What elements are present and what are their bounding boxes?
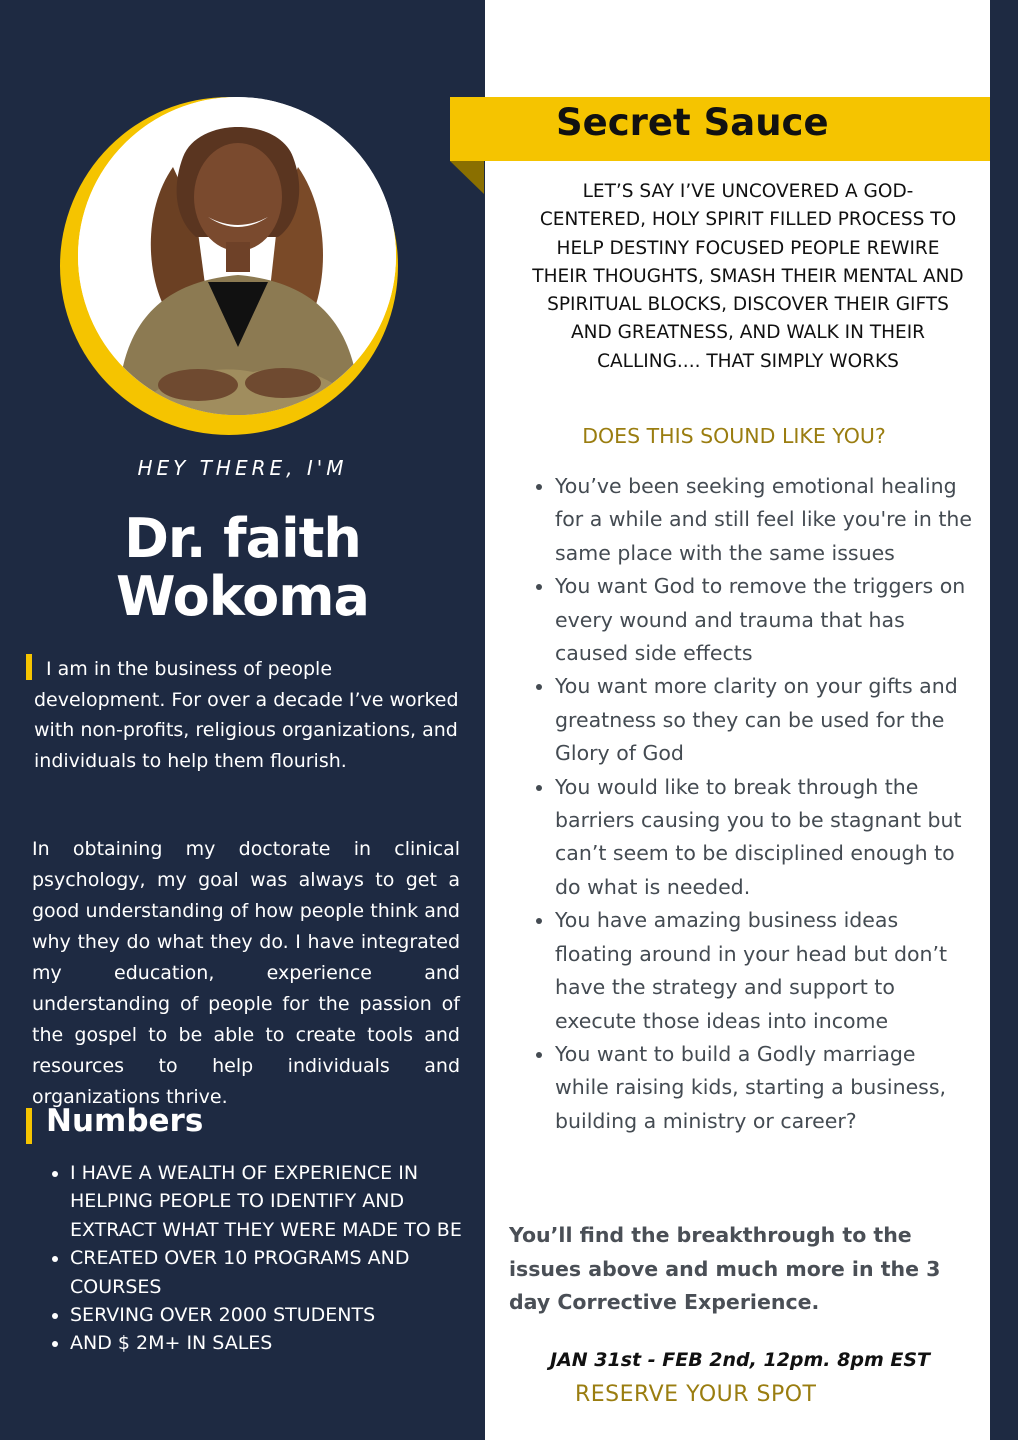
cta-text: You’ll find the breakthrough to the issues above and much more in the 3 day Corrective Experience. (509, 1223, 941, 1314)
numbers-item: • SERVING OVER 2000 STUDENTS (70, 1301, 490, 1329)
pain-point-item: • You have amazing business ideas floating around in your head but don’t have the strategy and support to execute those ideas into income (555, 904, 975, 1038)
intro-paragraph (34, 654, 464, 776)
name-line-2: Wokoma (115, 565, 369, 628)
right-stripe (990, 0, 1018, 1440)
pain-points-list (531, 470, 975, 1138)
numbers-item: • I HAVE A WEALTH OF EXPERIENCE IN HELPING PEOPLE TO IDENTIFY AND EXTRACT WHAT THEY WERE MADE TO BE (70, 1159, 490, 1244)
pain-point-item: • You want to build a Godly marriage while raising kids, starting a business, building a ministry or career? (555, 1038, 975, 1138)
numbers-item: • AND $ 2M+ IN SALES (70, 1329, 490, 1357)
event-dates: JAN 31st - FEB 2nd, 12pm. 8pm EST (550, 1349, 930, 1371)
profile-name (0, 507, 485, 628)
portrait-photo (78, 97, 396, 415)
numbers-accent-bar (26, 1108, 32, 1144)
secret-sauce-text: LET’S SAY I’VE UNCOVERED A GOD-CENTERED, HOLY SPIRIT FILLED PROCESS TO HELP DESTINY FOCUSED PEOPLE REWIRE THEIR THOUGHTS, SMASH THEIR MENTAL AND SPIRITUAL BLOCKS, DISCOVER THEIR GIFTS AND GREATNESS, AND WALK IN THEIR CALLING.... THAT SIMPLY WORKS (532, 181, 964, 372)
portrait-illustration (78, 97, 396, 415)
numbers-heading: Numbers (46, 1103, 204, 1139)
banner-fold (450, 161, 484, 194)
secret-sauce-heading: Secret Sauce (556, 101, 829, 144)
numbers-list (46, 1159, 490, 1358)
pain-point-item: • You would like to break through the barriers causing you to be stagnant but can’t seem to be disciplined enough to do what is needed. (555, 771, 975, 905)
pain-point-item: • You want God to remove the triggers on every wound and trauma that has caused side effects (555, 570, 975, 670)
numbers-item: • CREATED OVER 10 PROGRAMS AND COURSES (70, 1244, 490, 1301)
name-line-1: Dr. faith (124, 507, 361, 570)
greeting: HEY THERE, I'M (137, 456, 348, 480)
intro-first-line: I am in the business of people (46, 658, 333, 680)
intro-rest: development. For over a decade I’ve worked with non-profits, religious organizations, and individuals to help them flourish. (34, 688, 459, 772)
bio-paragraph: In obtaining my doctorate in clinical psychology, my goal was always to get a good understanding of how people think and why they do what they do. I have integrated my education, experience and understanding of people for the passion of the gospel to be able to create tools and resources to help individuals and organizations thrive. (32, 838, 460, 1108)
pain-point-item: • You want more clarity on your gifts and greatness so they can be used for the Glory of God (555, 670, 975, 770)
reserve-spot-link[interactable]: RESERVE YOUR SPOT (575, 1382, 817, 1407)
question-heading: DOES THIS SOUND LIKE YOU? (582, 424, 886, 448)
pain-point-item: • You’ve been seeking emotional healing for a while and still feel like you're in the same place with the same issues (555, 470, 975, 570)
intro-accent-bar (26, 654, 32, 680)
